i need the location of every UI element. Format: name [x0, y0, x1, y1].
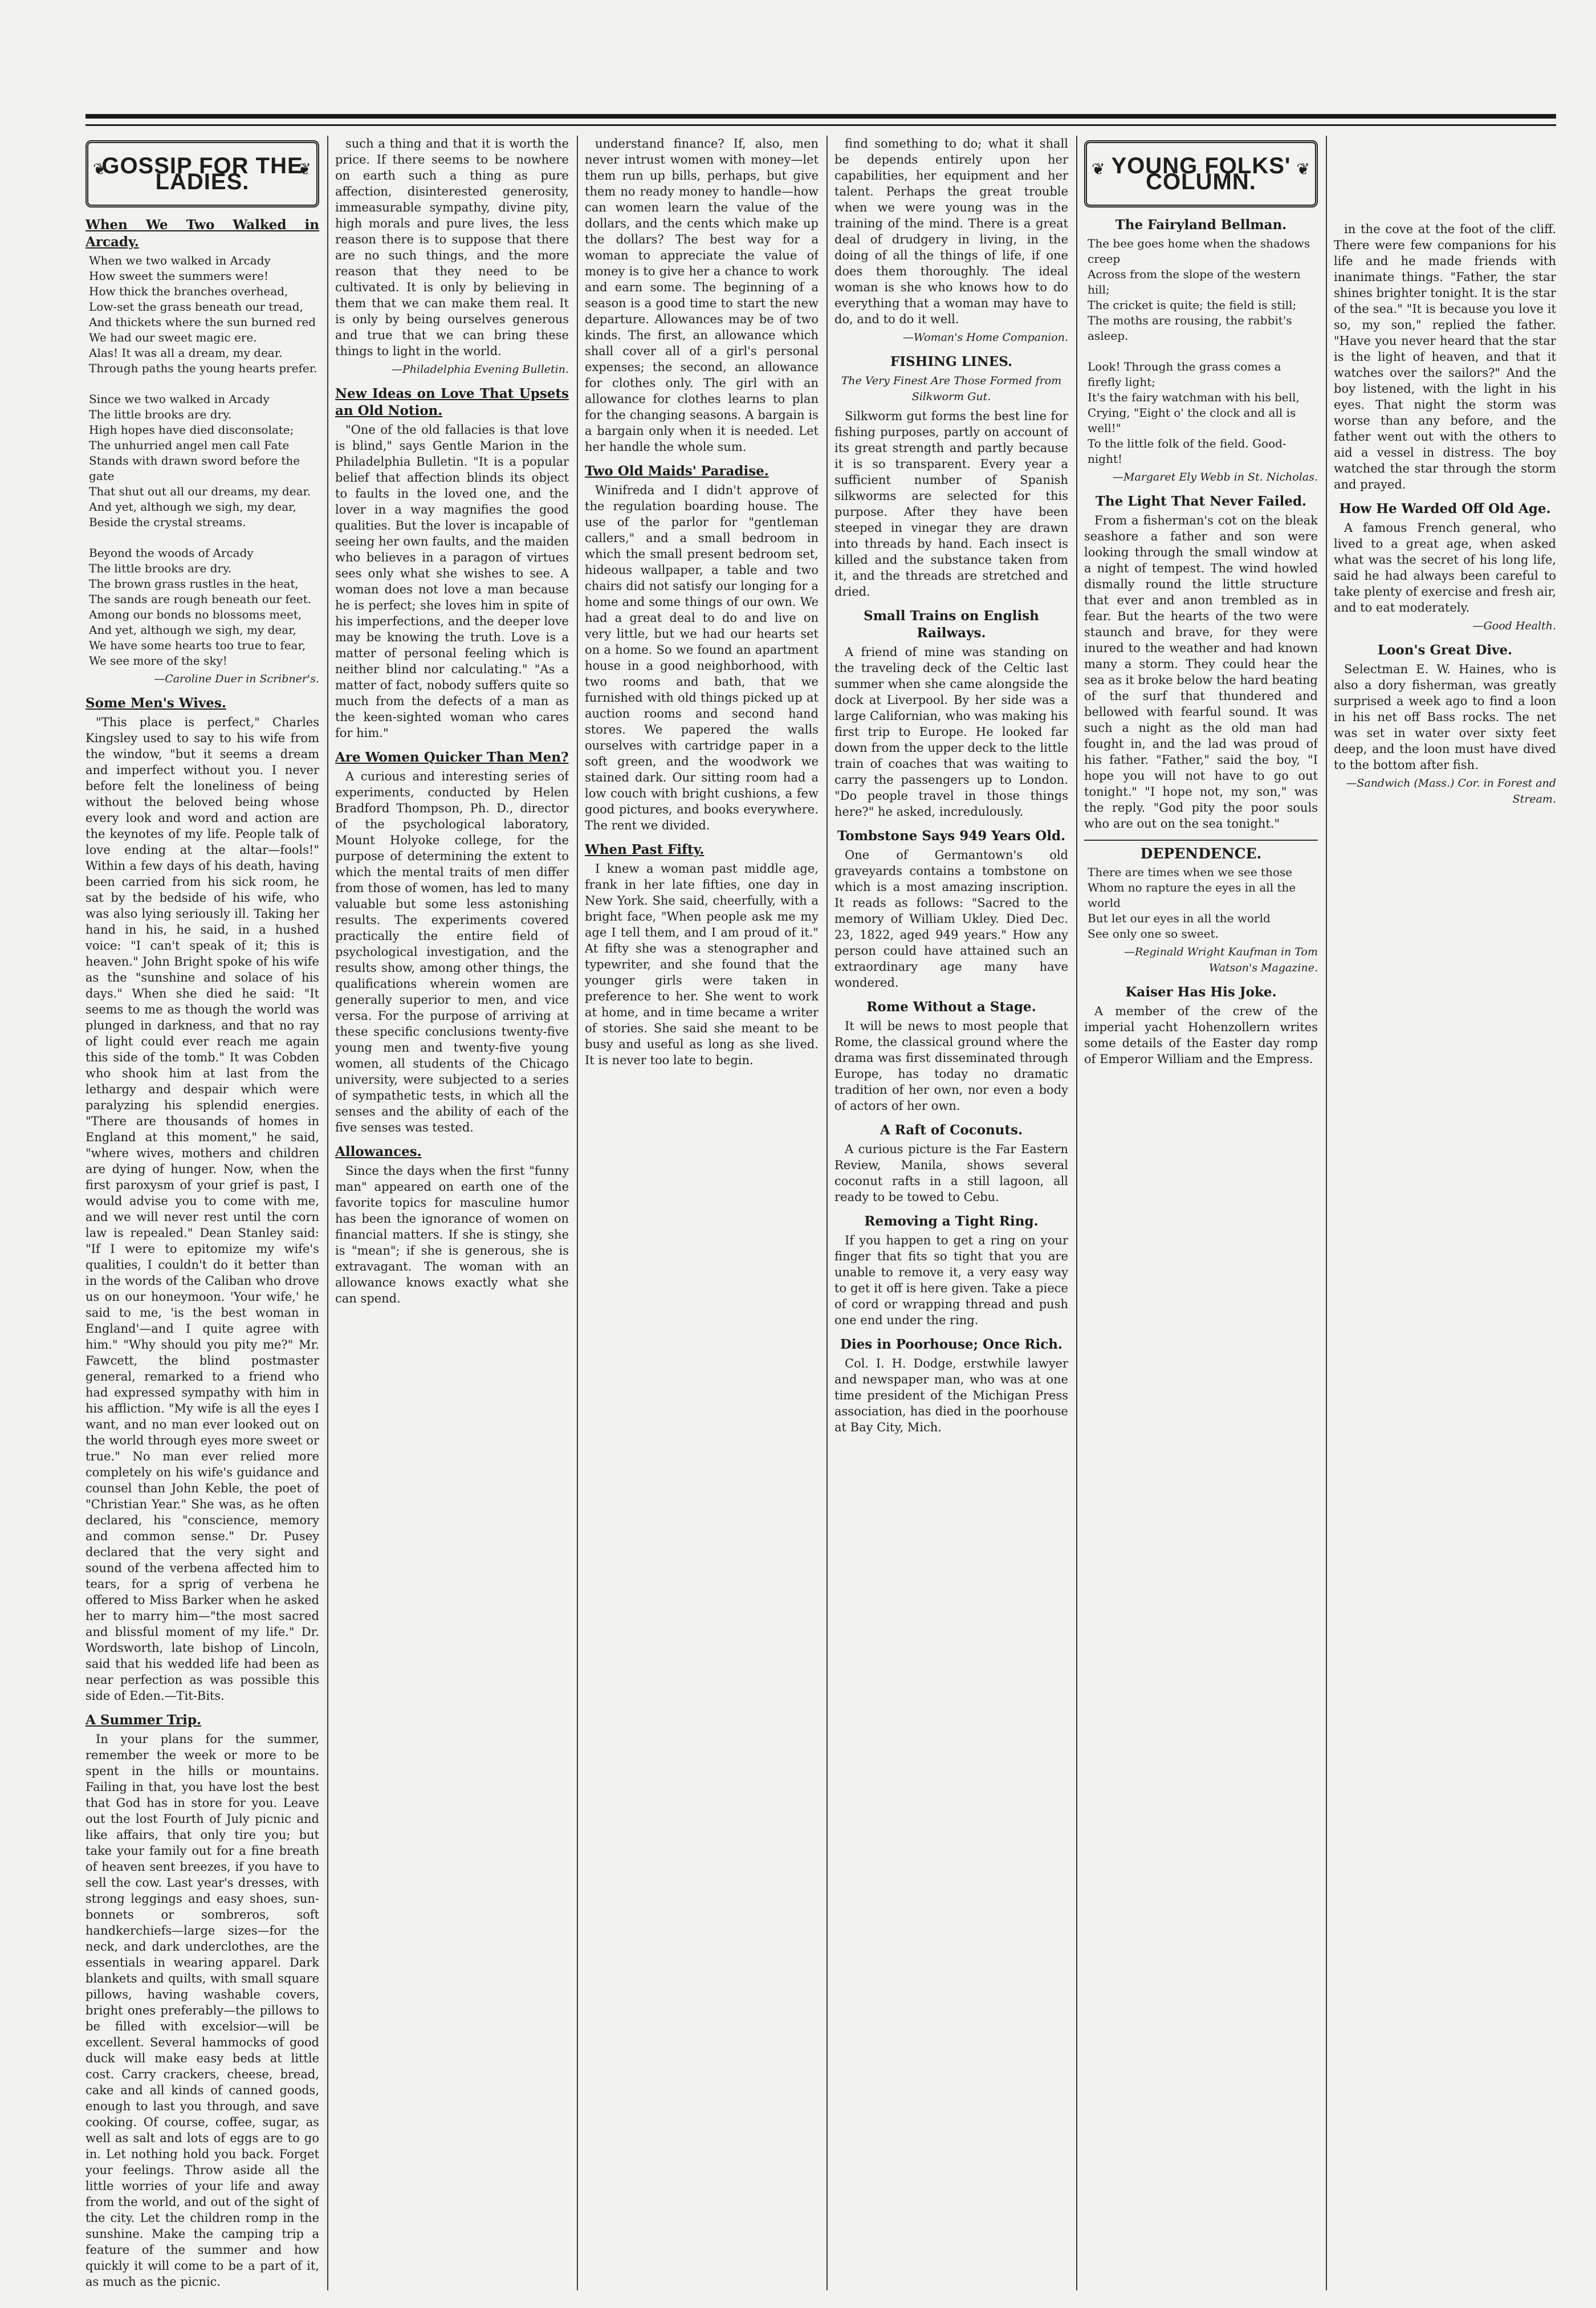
article-title: A Summer Trip. — [85, 1712, 202, 1728]
gossip-banner: ❦ GOSSIP FOR THE LADIES. ❦ — [85, 140, 319, 207]
article-body: A member of the crew of the imperial yacht Hohenzollern writes some details of the Easter day romp of Emperor William and the Empress. — [1084, 1004, 1318, 1066]
article-body: Col. I. H. Dodge, erstwhile lawyer and newspaper man, who was at one time president of the Michigan Press association, has died in the poorhouse at Bay City, Mich. — [834, 1357, 1068, 1434]
article-body: such a thing and that it is worth the price. If there seems to be nowhere on earth such a thing as pure affection, disinterested generosity, immeasurable sympathy, divine pity, high morals and pure lives, the less reason there is to suppose that there are no such things, and the more reason that they need to be cultivated. It is only by believing in them that we can make them real. It is only by being ourselves generous and true that we can bring these things to light in the world. — [335, 137, 569, 358]
byline: —Caroline Duer in Scribner's. — [154, 673, 319, 685]
poem-bellman: The bee goes home when the shadows creep Across from the slope of the western hill; The cricket is quite; the field is still; The moths are rousing, the rabbit's asleep. Look! Through the grass comes a firefly light; It's the fairy watchman with his bell, Crying, "Eight o' the clock and all is well!" To the little folk of the field. Good-night! — [1088, 237, 1310, 466]
article-title: The Light That Never Failed. — [1095, 494, 1307, 509]
byline: —Philadelphia Evening Bulletin. — [391, 363, 569, 376]
article-title: Allowances. — [335, 1144, 422, 1159]
column-rule — [577, 136, 578, 2290]
article-title: Small Trains on English Railways. — [864, 608, 1039, 641]
column-3 — [585, 136, 819, 2290]
column-rule — [1076, 136, 1077, 2290]
poem-dependence: There are times when we see those Whom no rapture the eyes in all the world But let our eyes in all the world See only one so sweet. — [1088, 865, 1296, 941]
article-body: One of Germantown's old graveyards contains a tombstone on which is a most amazing inscription. It reads as follows: "Sacred to the memory of William Ukley. Died Dec. 23, 1822, aged 949 years." How any person could have attained such an extraordinary age many have wondered. — [834, 848, 1068, 990]
article-title: Are Women Quicker Than Men? — [335, 750, 569, 765]
article-body: I knew a woman past middle age, frank in her late fifties, one day in New York. She said, cheerfully, with a bright face, "When people ask me my age I tell them, and I am proud of it." At fifty she was a stenographer and typewriter, and she found that the younger girls were taken in preference to her. She went to work at home, and in time became a writer of stories. She said she meant to be busy and useful as long as she lived. It is never too late to begin. — [585, 862, 819, 1067]
article-body: understand finance? If, also, men never intrust women with money—let them run up bills, perhaps, but give them no ready money to handle—how can women learn the value of the dollars, and the cents which make up the dollars? The best way for a woman to appreciate the value of money is to give her a chance to work and earn some. The beginning of a season is a good time to start the new departure. Allowances may be of two kinds. The first, an allowance which shall cover all of a girl's personal expenses; the second, an allowance for clothes only. The girl with an allowance for clothes learns to plan for the changing seasons. A bargain is a bargain only when it is needed. Let her handle the whole sum. — [585, 137, 819, 454]
byline: —Good Health. — [1472, 620, 1556, 632]
article-body: find something to do; what it shall be depends entirely upon her capabilities, her equipment and her talent. Perhaps the great trouble when we were young was in the training of the mind. There is a great deal of drudgery in living, in the doing of all the things of life, if one does them thoroughly. The ideal woman is she who knows how to do everything that a woman may have to do, and to do it well. — [834, 137, 1068, 326]
article-body: A famous French general, who lived to a great age, when asked what was the secret of his long life, said he had always been careful to take plenty of exercise and fresh air, and to eat moderately. — [1334, 521, 1556, 614]
subheading: The Very Finest Are Those Formed from Silkworm Gut. — [841, 375, 1062, 403]
article-title: FISHING LINES. — [890, 354, 1013, 369]
column-4 — [834, 136, 1068, 2290]
column-rule — [1326, 136, 1327, 2290]
article-title: A Raft of Coconuts. — [880, 1122, 1023, 1138]
article-body: Selectman E. W. Haines, who is also a dory fisherman, was greatly surprised a week ago to find a loon in his net off Bass rocks. The net was set in water over sixty feet deep, and the loon must have dived to the bottom after fish. — [1334, 662, 1556, 772]
article-title: The Fairyland Bellman. — [1115, 217, 1287, 233]
article-title: Some Men's Wives. — [85, 695, 226, 711]
article-title: Two Old Maids' Paradise. — [585, 463, 769, 479]
article-body: "One of the old fallacies is that love is blind," says Gentle Marion in the Philadelphia Bulletin. "It is a popular belief that affection blinds its object to faults in the loved one, and the lover in a way magnifies the good qualities. But the lover is incapable of seeing her own faults, and the maiden who believes in a paragon of virtues sees only what she wishes to see. A woman does not love a man because he is perfect; she loves him in spite of his imperfections, and the deeper love may be knowing the truth. Love is a matter of personal feeling which is neither blind nor calculating." "As a matter of fact, nobody suffers quite so much from the defects of a man as the keen-sighted woman who cares for him." — [335, 423, 569, 740]
article-body: A curious picture is the Far Eastern Review, Manila, shows several coconut rafts in a still lagoon, all ready to be towed to Cebu. — [834, 1142, 1068, 1204]
column-rule — [826, 136, 828, 2290]
byline: —Sandwich (Mass.) Cor. in Forest and Stream. — [1346, 777, 1556, 805]
column-5 — [1084, 136, 1318, 2290]
article-body: A curious and interesting series of experiments, conducted by Helen Bradford Thompson, Ph. D., director of the psychological laboratory, Mount Holyoke college, for the purpose of determining the extent to which the mental traits of men differ from those of women, has led to many valuable but some less astonishing results. The experiments covered practically the entire field of psychological investigation, and the results show, among other things, the qualifications wherein women are generally superior to men, and vice versa. For the purpose of arriving at these specific conclusions twenty-five young men and twenty-five young women, all students of the Chicago university, were subjected to a series of sympathetic tests, in which all the senses and the ability of each of the five senses was tested. — [335, 770, 569, 1134]
article-body: From a fisherman's cot on the bleak seashore a father and son were looking through the small window at a night of tempest. The wind howled dismally round the little structure that ever and anon trembled as in fear. But the hearts of the two were staunch and brave, for they were inured to the weather and had known many a storm. They could hear the sea as it broke below the hard beating of the surf that thundered and bellowed with fearful sound. It was such a night as the old man had fought in, and the lad was proud of his father. "Father," said the boy, "I hope you will not have to go out tonight." "I hope not, my son," was the reply. "God pity the poor souls who are out on the sea tonight." — [1084, 514, 1318, 831]
article-title: Tombstone Says 949 Years Old. — [837, 828, 1066, 844]
byline: —Reginald Wright Kaufman in Tom Watson's Magazine. — [1124, 946, 1318, 974]
article-body: It will be news to most people that Rome, the classical ground where the drama was first disseminated through Europe, has today no dramatic tradition of her own, nor even a body of actors of her own. — [834, 1019, 1068, 1113]
article-title: Kaiser Has His Joke. — [1125, 984, 1277, 1000]
column-2 — [335, 136, 569, 2290]
article-body: in the cove at the foot of the cliff. There were few companions for his life and he made friends with inanimate things. "Father, the star shines brighter tonight. It is the star of the sea." "It is because you love it so, my son," replied the father. "Have you never heard that the star is the light of heaven, and that it watches over the sailors?" And the boy listened, with the light in his eyes. That night the storm was worse than any before, and the father went out with the others to aid a vessel in distress. The boy watched the star through the storm and prayed. — [1334, 222, 1556, 491]
article-body: Since the days when the first "funny man" appeared on earth one of the favorite topics for masculine humor has been the ignorance of women on financial matters. If she is stingy, she is "mean"; if she is generous, she is extravagant. The woman with an allowance knows exactly what she can spend. — [335, 1164, 569, 1305]
column-1 — [85, 136, 319, 2290]
article-title: Rome Without a Stage. — [866, 999, 1036, 1015]
article-title: New Ideas on Love That Upsets an Old Notion. — [335, 386, 569, 418]
article-title: DEPENDENCE. — [1084, 840, 1318, 862]
column-6 — [1334, 136, 1556, 2290]
article-title: Loon's Great Dive. — [1377, 642, 1513, 658]
newspaper-page — [85, 114, 1556, 2290]
article-body: Silkworm gut forms the best line for fishing purposes, partly on account of its great strength and partly because it is so transparent. Every year a sufficient number of Spanish silkworms are selected for this purpose. After they have been steeped in vinegar they are drawn into threads by hand. Each insect is killed and the substance taken from it, and the threads are stretched and dried. — [834, 409, 1068, 599]
column-rule — [327, 136, 328, 2290]
young-folks-banner: ❦ YOUNG FOLKS' COLUMN. ❦ — [1084, 140, 1318, 207]
article-title: How He Warded Off Old Age. — [1339, 501, 1551, 516]
article-body: Winifreda and I didn't approve of the regulation boarding house. The use of the parlor for "gentleman callers," and a small bedroom in which the small present bedroom set, hideous wallpaper, a table and two chairs did not satisfy our longing for a home and some things of our own. We had a great deal to do and live on very little, but we had our hearts set on a home. So we found an apartment house in a good neighborhood, with two rooms and bath, that we furnished with old things picked up at auction rooms and second hand stores. We papered the walls ourselves with cartridge paper in a soft green, and the woodwork we stained dark. Our sitting room had a low couch with bright cushions, a few good pictures, and books everywhere. The rent we divided. — [585, 483, 819, 832]
byline: —Woman's Home Companion. — [902, 331, 1068, 344]
article-body: A friend of mine was standing on the traveling deck of the Celtic last summer when she came alongside the dock at Liverpool. By her side was a large Californian, who was making his first trip to Europe. He looked far down from the upper deck to the little train of coaches that was waiting to carry the passengers up to London. "Do people travel in those things here?" he asked, incredulously. — [834, 645, 1068, 819]
article-title: Removing a Tight Ring. — [864, 1214, 1039, 1229]
poem-arcady: When we two walked in Arcady How sweet the summers were! How thick the branches overhead, Low-set the grass beneath our tread, And thickets where the sun burned red We had our sweet magic ere. Alas! It was all a dream, my dear. Through paths the young hearts prefer. Since we two walked in Arcady The little brooks are dry. High hopes have died disconsolate; The unhurried angel men call Fate Stands with drawn sword before the gate That shut out all our dreams, my dear. And yet, although we sigh, my dear, Beside the crystal streams. Beyond the woods of Arcady The little brooks are dry. The brown grass rustles in the heat, The sands are rough beneath our feet. Among our bonds no blossoms meet, And yet, although we sigh, my dear, We have some hearts too true to fear, We see more of the sky! — [89, 254, 317, 667]
article-body: "This place is perfect," Charles Kingsley used to say to his wife from the window, "but it seems a dream and imperfect without you. I never before felt the loneliness of being without the beloved being whose every look and word and action are the keynotes of my life. People talk of love ending at the altar—fools!" Within a few days of his death, having been carried from his sick room, he sat by the bedside of his wife, who was also lying seriously ill. Taking her hand in his, he said, in a hushed voice: "I can't speak of it; this is heaven." John Bright spoke of his wife as the "sunshine and solace of his days." When she died he said: "It seems to me as though the world was plunged in darkness, and that no ray of light could ever reach me again this side of the tomb." It was Cobden who shook him at last from the lethargy and despair which were paralyzing his splendid energies. "There are thousands of homes in England at this moment," he said, "where wives, mothers and children are dying of hunger. Now, when the first paroxysm of your grief is past, I would advise you to come with me, and we will never rest until the corn law is repealed." Dean Stanley said: "If I were to epitomize my wife's qualities, I couldn't do it better than in the words of the Caliban who drove us on our honeymoon. 'Your wife,' he said to me, 'is the best woman in England'—and I quite agree with him." "Why should you pity me?" Mr. Fawcett, the blind postmaster general, remarked to a friend who had expressed sympathy with him in his affliction. "My wife is all the eyes I want, and no man ever looked out on the world through eyes more sweet or true." No man ever relied more completely on his wife's guidance and counsel than John Keble, the poet of "Christian Year." She was, as he often declared, his "conscience, memory and common sense." Dr. Pusey declared that the very sight and sound of the verbena affected him to tears, for a sprig of verbena he offered to Miss Barker when he asked her to marry him—"the most sacred and blissful moment of my life." Dr. Wordsworth, late bishop of Lincoln, said that his wedded life had been as near perfection as was possible this side of Eden.—Tit-Bits. — [85, 715, 319, 1703]
article-title: Dies in Poorhouse; Once Rich. — [840, 1337, 1063, 1352]
article-title: When Past Fifty. — [585, 842, 705, 857]
article-title: When We Two Walked in Arcady. — [85, 217, 319, 250]
byline: —Margaret Ely Webb in St. Nicholas. — [1113, 471, 1318, 483]
article-body: In your plans for the summer, remember the week or more to be spent in the hills or mountains. Failing in that, you have lost the best that God has in store for you. Leave out the lost Fourth of July picnic and like affairs, that only tire you; but take your family out for a fine breath of heaven sent breezes, if you have to sell the cow. Last year's dresses, with strong leggings and easy shoes, sun-bonnets or sombreros, soft handkerchiefs—large sizes—for the neck, and dark underclothes, are the essentials in wearing apparel. Dark blankets and quilts, with small square pillows, having washable covers, bright ones preferably—the pillows to be filled with excelsior—will be excellent. Several hammocks of good duck will make easy beds at little cost. Carry crackers, cheese, bread, cake and all kinds of canned goods, enough to last you through, and save cooking. Of course, coffee, sugar, as well as salt and lots of eggs are to go in. Let nothing hold you back. Forget your feelings. Throw aside all the little worries of your life and away from the world, and out of the sight of the city. Let the children romp in the sunshine. Make the camping trip a feature of the summer and how quickly it will come to be a part of it, as much as the picnic. — [85, 1732, 319, 2289]
article-body: If you happen to get a ring on your finger that fits so tight that you are unable to remove it, a very easy way to get it off is here given. Take a piece of cord or wrapping thread and push one end under the ring. — [834, 1234, 1068, 1327]
